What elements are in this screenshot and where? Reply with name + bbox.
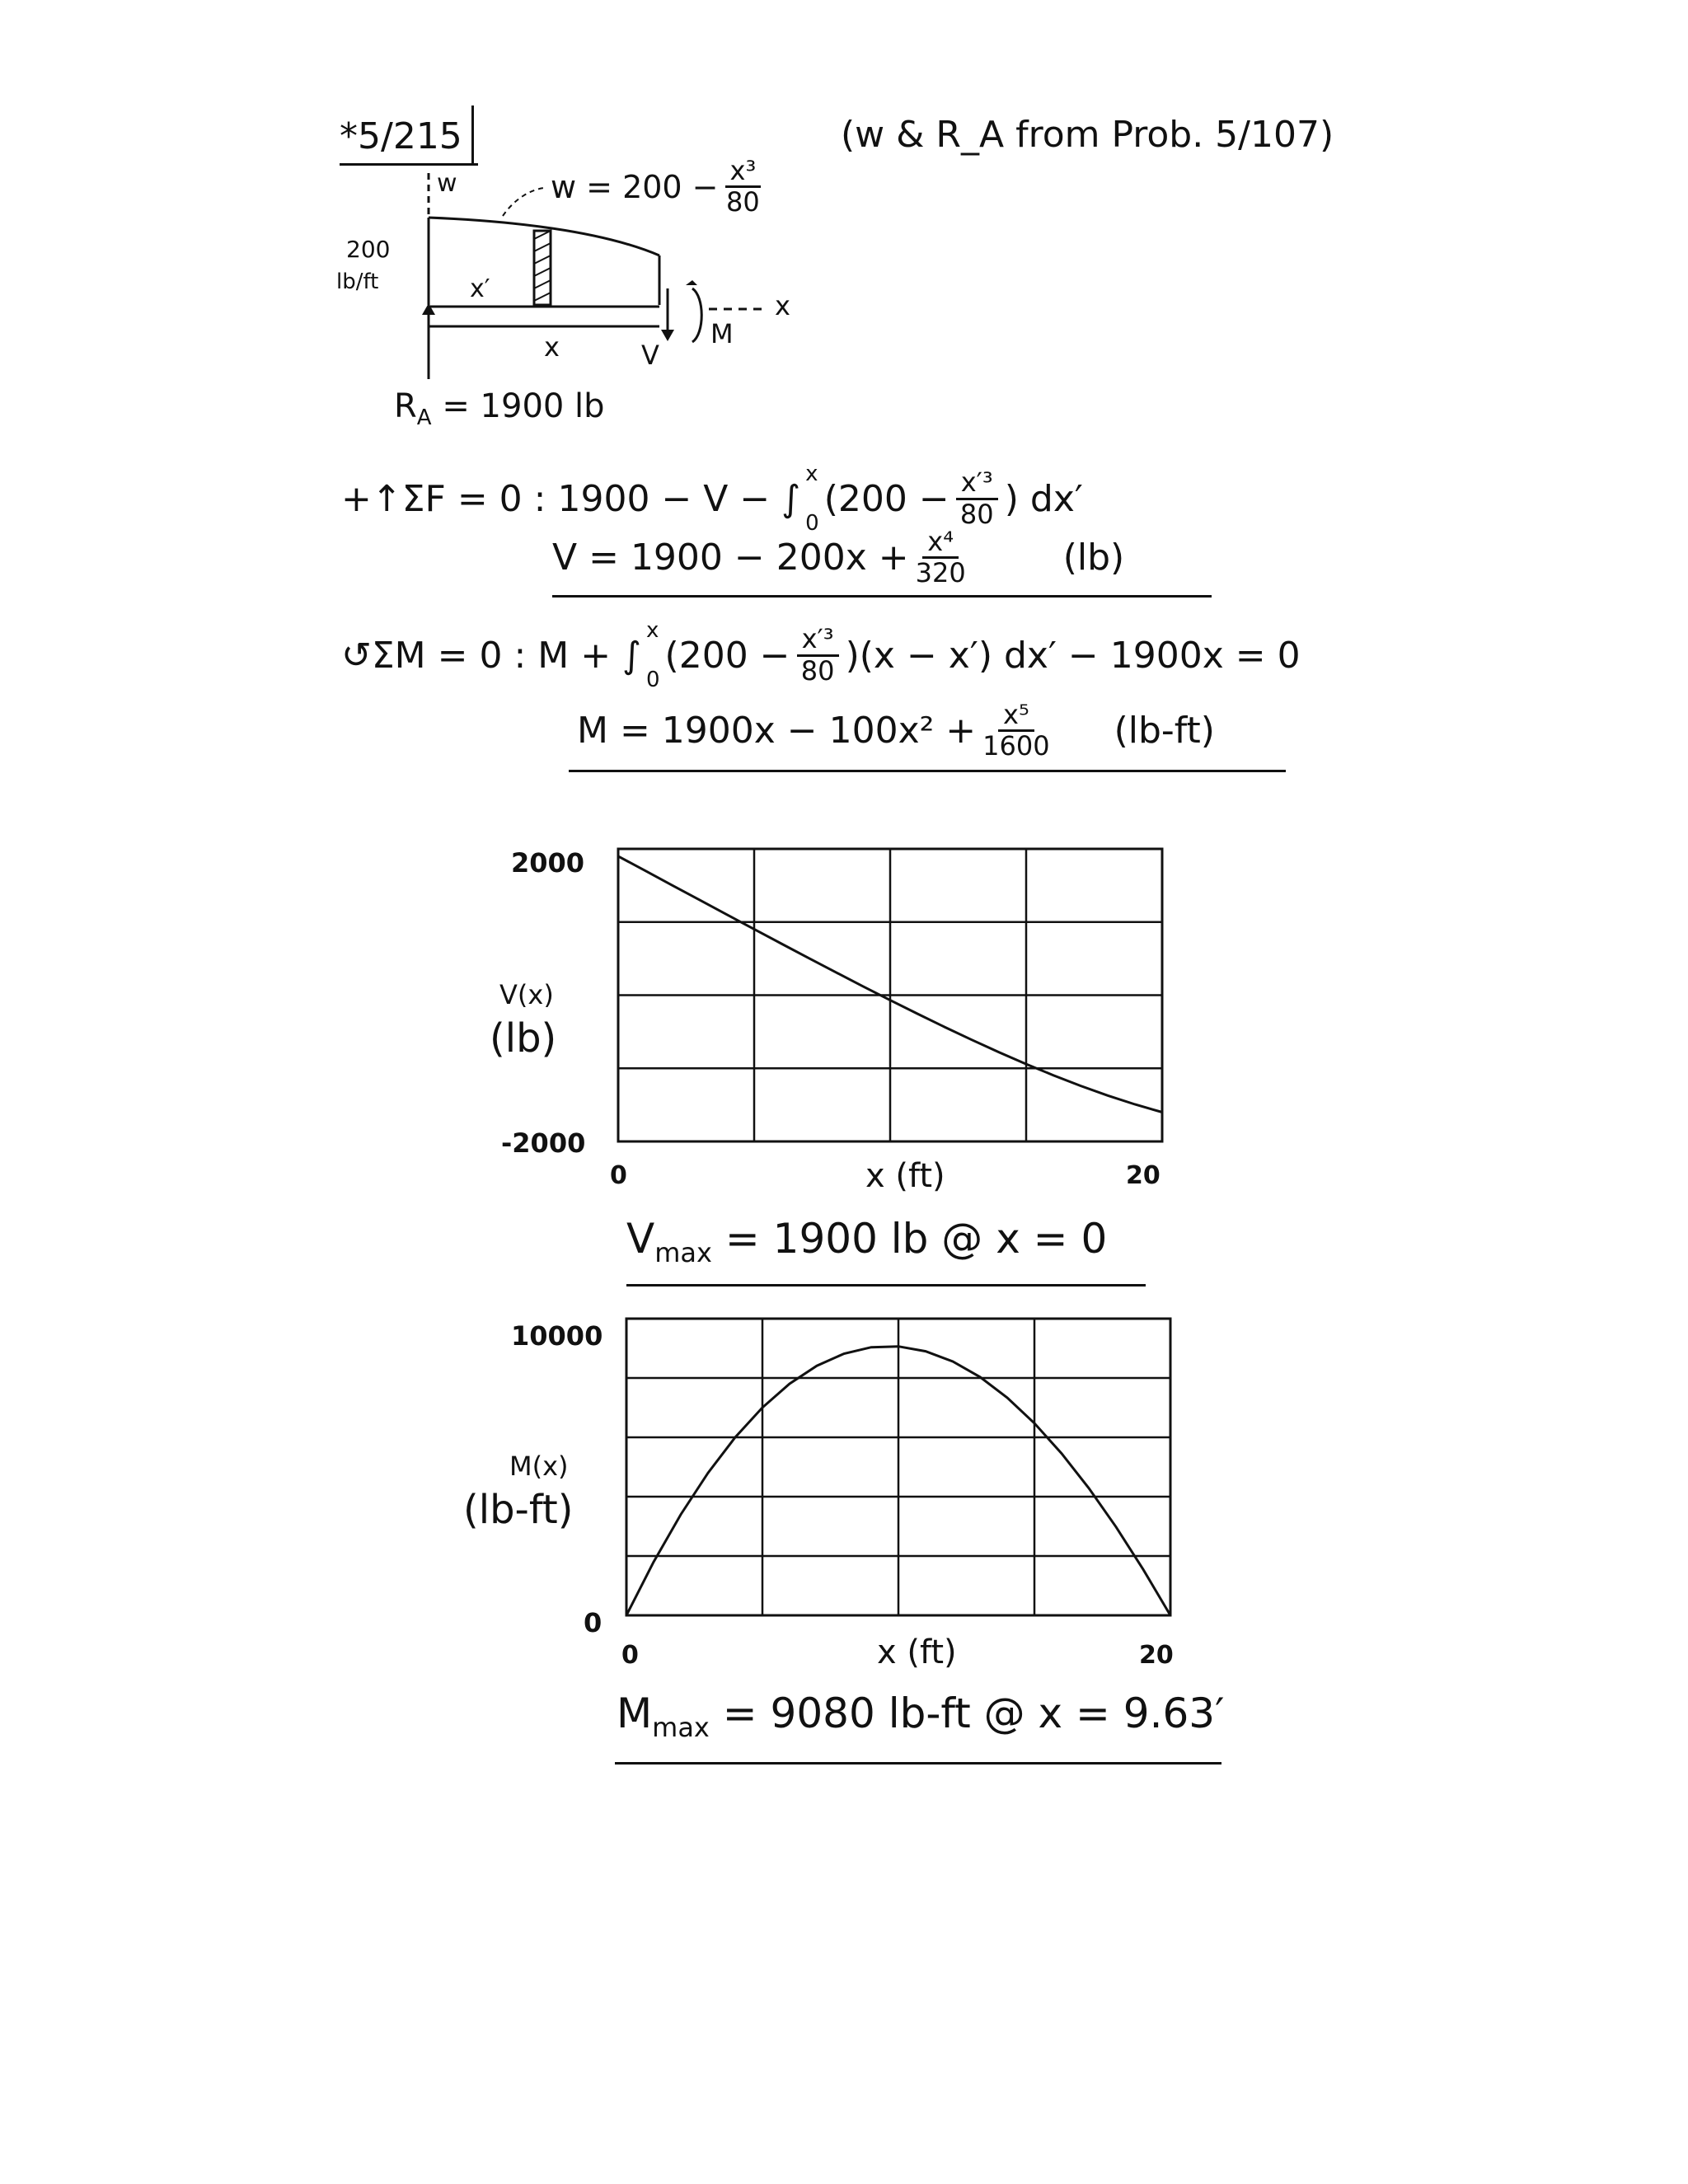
shear-y-tick-bottom: -2000 (501, 1127, 586, 1159)
shear-equation (552, 527, 1124, 588)
load-equation-lhs: w = 200 − (551, 168, 719, 205)
eq2-lhs: V = 1900 − 200x + (552, 537, 909, 579)
vmax-value: = 1900 lb @ x = 0 (724, 1215, 1108, 1263)
x-prime-label: x′ (470, 274, 490, 303)
reaction-value: = 1900 lb (442, 387, 605, 425)
shear-equation-underline (552, 595, 1212, 598)
x-distance-label: x (544, 331, 560, 363)
w-axis-label: w (437, 169, 457, 198)
eq3-limit-top: x (646, 618, 659, 643)
moment-equation-underline (569, 770, 1286, 772)
reaction-main: R (394, 387, 417, 425)
vmax-result (626, 1215, 1107, 1268)
moment-x-axis-label: x (ft) (877, 1633, 957, 1671)
intensity-unit: lb/ft (336, 269, 379, 294)
eq1-limit-top: x (805, 462, 818, 486)
moment-y-axis-label: M(x) (509, 1451, 569, 1482)
shear-y-tick-top: 2000 (511, 847, 585, 879)
load-equation-denominator: 80 (726, 186, 760, 218)
moment-arrow (692, 288, 701, 342)
vmax-underline (626, 1284, 1146, 1286)
eq4-unit: (lb-ft) (1114, 710, 1215, 752)
reaction-sub: A (416, 405, 432, 430)
eq1-tail: ) dx′ (1004, 477, 1083, 520)
moment-x-tick-left: 0 (621, 1641, 639, 1670)
mmax-result (617, 1690, 1224, 1743)
shear-x-tick-left: 0 (610, 1161, 627, 1190)
eq1-limit-bottom: 0 (805, 511, 819, 536)
mmax-sub: max (652, 1712, 710, 1743)
force-equilibrium-equation (341, 462, 1083, 536)
mmax-main: M (617, 1690, 653, 1737)
eq3-paren: (200 − (664, 634, 790, 677)
vmax-main: V (626, 1215, 655, 1263)
eq4-numerator: x⁵ (998, 701, 1034, 732)
eq4-denominator: 1600 (982, 730, 1050, 762)
eq3-lhs: ↺ΣM = 0 : M + ∫ (341, 634, 641, 677)
vmax-sub: max (654, 1237, 712, 1268)
eq1-paren: (200 − (823, 477, 950, 520)
eq4-lhs: M = 1900x − 100x² + (577, 710, 977, 752)
shear-x-tick-right: 20 (1126, 1161, 1160, 1190)
moment-x-tick-right: 20 (1139, 1641, 1174, 1670)
eq2-denominator: 320 (915, 557, 966, 589)
m-label: M (710, 318, 734, 349)
load-curve (429, 218, 659, 255)
moment-equation (577, 701, 1215, 761)
moment-y-axis-unit: (lb-ft) (463, 1487, 574, 1533)
moment-y-tick-top: 10000 (511, 1320, 603, 1352)
moment-y-tick-bottom: 0 (584, 1607, 603, 1638)
moment-equilibrium-equation (341, 618, 1301, 692)
source-note: (w & R_A from Prob. 5/107) (841, 114, 1334, 156)
problem-box-line (471, 105, 474, 165)
moment-diagram-chart (462, 1310, 1187, 1690)
shear-y-axis-unit: (lb) (490, 1015, 557, 1062)
load-equation (551, 157, 767, 217)
eq1-numerator: x′³ (956, 468, 998, 499)
eq3-numerator: x′³ (797, 625, 839, 656)
reaction-label (394, 387, 605, 430)
intensity-value: 200 (346, 236, 391, 263)
leader-line (503, 188, 544, 216)
mmax-value: = 9080 lb-ft @ x = 9.63′ (722, 1690, 1225, 1737)
eq3-denominator: 80 (800, 654, 835, 687)
eq2-unit: (lb) (1062, 537, 1125, 579)
eq1-lhs: +↑ΣF = 0 : 1900 − V − ∫ (341, 477, 801, 520)
v-label: V (641, 340, 659, 371)
eq1-denominator: 80 (959, 498, 994, 530)
shear-x-axis-label: x (ft) (865, 1157, 945, 1195)
problem-number: *5/215 (340, 115, 462, 157)
shear-y-axis-label: V(x) (499, 979, 554, 1010)
x-axis-label: x (775, 290, 790, 321)
mmax-underline (615, 1762, 1221, 1765)
load-equation-numerator: x³ (725, 157, 762, 188)
shear-diagram-chart (478, 832, 1187, 1212)
eq2-numerator: x⁴ (922, 527, 959, 559)
eq3-limit-bottom: 0 (646, 668, 660, 692)
eq3-tail: )(x − x′) dx′ − 1900x = 0 (845, 634, 1301, 677)
